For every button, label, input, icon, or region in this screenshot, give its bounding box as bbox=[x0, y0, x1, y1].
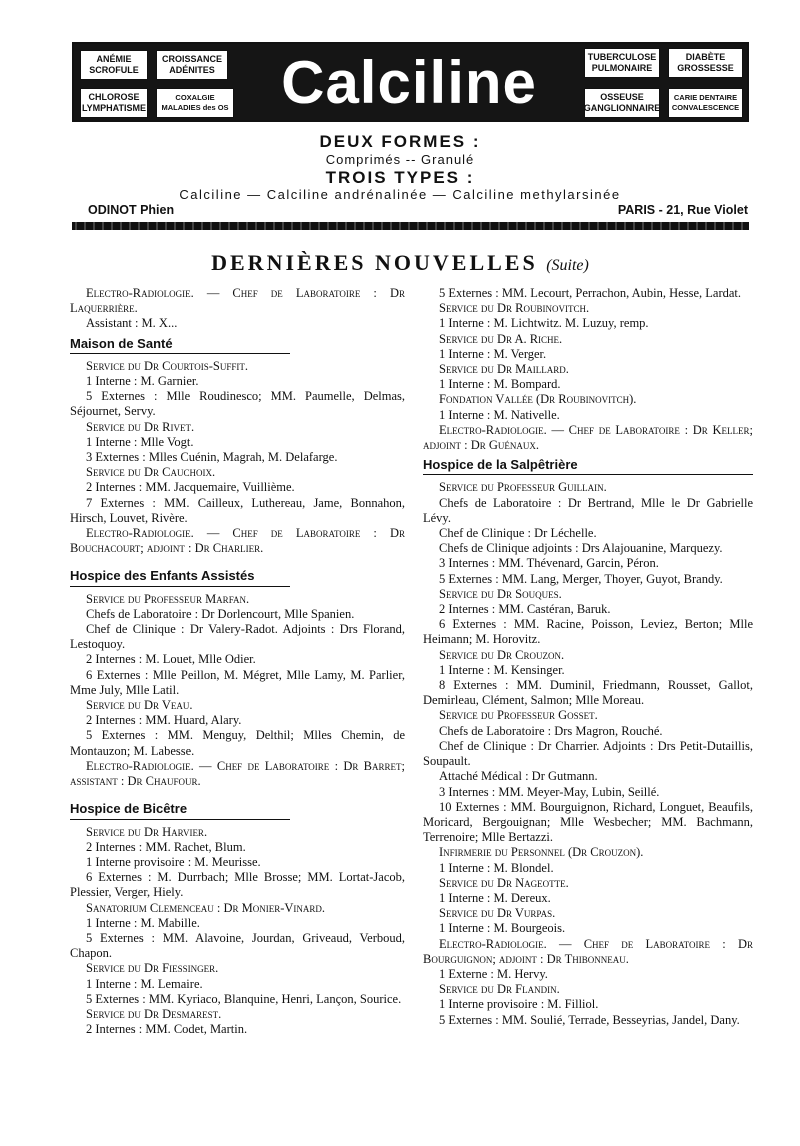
staff-entry: 6 Externes : Mlle Peillon, M. Mégret, Mlle Lamy, M. Parlier, Mme July, Mlle Latil. bbox=[70, 667, 405, 697]
staff-entry: 2 Internes : MM. Codet, Martin. bbox=[86, 1022, 248, 1037]
staff-entry: 2 Internes : MM. Castéran, Baruk. bbox=[439, 602, 611, 617]
staff-entry: 1 Interne : M. Dereux. bbox=[439, 890, 551, 905]
staff-entry: 1 Interne : M. Lichtwitz. M. Luzuy, remp. bbox=[439, 316, 649, 331]
staff-entry: 6 Externes : M. Durrbach; Mlle Brosse; MM. Lortat-Jacob, Plessier, Verger, Hiely. bbox=[70, 870, 405, 900]
staff-entry: 1 Interne : M. Mabille. bbox=[86, 915, 200, 930]
brand-logo: Calciline bbox=[281, 49, 537, 116]
advert-box: CROISSANCE ADÉNITES bbox=[156, 50, 228, 80]
staff-entry: Service du Dr Roubinovitch. bbox=[439, 301, 590, 316]
staff-entry: Electro-Radiologie. — Chef de Laboratoire : Dr Bouchacourt; adjoint : Dr Charlier. bbox=[70, 526, 405, 556]
staff-entry: 7 Externes : MM. Cailleux, Luthereau, Jame, Bonnahon, Hirsch, Louvet, Rivère. bbox=[70, 495, 405, 525]
staff-entry: 5 Externes : MM. Soulié, Terrade, Besseyrias, Jandel, Dany. bbox=[439, 1012, 740, 1027]
divider-rule bbox=[72, 222, 749, 230]
staff-entry: Chefs de Laboratoire : Dr Dorlencourt, Mlle Spanien. bbox=[86, 606, 355, 621]
staff-entry: Attaché Médical : Dr Gutmann. bbox=[439, 769, 598, 784]
staff-entry: 1 Interne : M. Garnier. bbox=[86, 374, 199, 389]
staff-entry: Fondation Vallée (Dr Roubinovitch). bbox=[439, 392, 637, 407]
staff-entry: 1 Externe : M. Hervy. bbox=[439, 966, 548, 981]
heading-suffix: (Suite) bbox=[546, 257, 589, 274]
staff-entry: Chefs de Laboratoire : Drs Magron, Rouché. bbox=[439, 723, 663, 738]
staff-entry: Service du Dr Maillard. bbox=[439, 362, 569, 377]
types-subtitle: Calciline — Calciline andrénalinée — Calciline methylarsinée bbox=[179, 187, 621, 202]
staff-entry: 3 Internes : MM. Meyer-May, Lubin, Seillé. bbox=[439, 784, 660, 799]
forms-subtitle: Comprimés -- Granulé bbox=[325, 152, 475, 167]
staff-entry: Electro-Radiologie. — Chef de Laboratoire : Dr Bourguignon; adjoint : Dr Thibonneau. bbox=[423, 936, 753, 966]
staff-entry: Service du Dr Souques. bbox=[439, 586, 562, 601]
left-column bbox=[70, 286, 405, 1037]
staff-entry: Chef de Clinique : Dr Charrier. Adjoints : Drs Petit-Dutaillis, Soupault. bbox=[423, 738, 753, 769]
staff-entry: 5 Externes : Mlle Roudinesco; MM. Paumelle, Delmas, Séjournet, Servy. bbox=[70, 389, 405, 419]
staff-entry: 2 Internes : MM. Rachet, Blum. bbox=[86, 839, 246, 854]
staff-entry: Service du Dr Desmarest. bbox=[86, 1006, 222, 1021]
address: PARIS - 21, Rue Violet bbox=[617, 203, 748, 217]
staff-entry: 1 Interne : M. Lemaire. bbox=[86, 976, 203, 991]
staff-entry: Service du Dr Flandin. bbox=[439, 982, 560, 997]
staff-entry: Service du Dr Veau. bbox=[86, 698, 193, 713]
advert-box: CARIE DENTAIRE CONVALESCENCE bbox=[668, 88, 743, 118]
staff-entry: Service du Dr Vurpas. bbox=[439, 906, 556, 921]
staff-entry: 2 Internes : MM. Jacquemaire, Vuillième. bbox=[86, 480, 295, 495]
staff-entry: 1 Interne : M. Bourgeois. bbox=[439, 921, 566, 936]
staff-entry: Service du Dr Courtois-Suffit. bbox=[86, 358, 249, 373]
section-heading bbox=[0, 250, 800, 276]
staff-entry: 8 Externes : MM. Duminil, Friedmann, Rousset, Gallot, Demirleau, Clément, Salmon; Mlle Moreau. bbox=[423, 678, 753, 708]
institution-heading: Hospice de Bicêtre bbox=[70, 801, 290, 819]
staff-entry: 5 Externes : MM. Menguy, Delthil; Mlles Chemin, de Montauzon; M. Labesse. bbox=[70, 728, 405, 758]
staff-entry: Service du Dr Nageotte. bbox=[439, 875, 569, 890]
staff-entry: 5 Externes : MM. Lang, Merger, Thoyer, Guyot, Brandy. bbox=[439, 571, 723, 586]
staff-entry: Service du Dr Fiessinger. bbox=[86, 961, 219, 976]
institution-heading: Hospice de la Salpêtrière bbox=[423, 457, 753, 475]
advert-box: CHLOROSE LYMPHATISME bbox=[80, 88, 148, 118]
advert-banner bbox=[72, 42, 749, 122]
staff-entry: 1 Interne provisoire : M. Meurisse. bbox=[86, 854, 261, 869]
staff-entry: 3 Externes : Mlles Cuénin, Magrah, M. Delafarge. bbox=[86, 450, 338, 465]
institution-heading: Hospice des Enfants Assistés bbox=[70, 568, 290, 586]
staff-entry: 1 Interne : M. Kensinger. bbox=[439, 662, 565, 677]
staff-entry: Chefs de Clinique adjoints : Drs Alajouanine, Marquezy. bbox=[439, 541, 723, 556]
staff-entry: 5 Externes : MM. Lecourt, Perrachon, Aubin, Hesse, Lardat. bbox=[439, 286, 742, 300]
staff-entry: Infirmerie du Personnel (Dr Crouzon). bbox=[439, 845, 644, 860]
pharmacist-name: ODINOT Phien bbox=[88, 203, 175, 217]
staff-entry: 1 Interne : M. Bompard. bbox=[439, 377, 561, 392]
staff-entry: Chef de Clinique : Dr Valery-Radot. Adjoints : Drs Florand, Lestoquoy. bbox=[70, 622, 405, 652]
staff-entry: Service du Dr A. Riche. bbox=[439, 331, 563, 346]
forms-title: DEUX FORMES : bbox=[319, 132, 481, 151]
staff-entry: Service du Professeur Guillain. bbox=[439, 480, 607, 495]
staff-entry: Service du Professeur Marfan. bbox=[86, 591, 250, 606]
staff-entry: 2 Internes : M. Louet, Mlle Odier. bbox=[86, 652, 256, 667]
staff-entry: Electro-Radiologie. — Chef de Laboratoire : Dr Laquerrière. bbox=[70, 286, 405, 316]
staff-entry: Electro-Radiologie. — Chef de Laboratoire : Dr Keller; adjoint : Dr Guénaux. bbox=[423, 422, 753, 453]
staff-entry: 1 Interne : Mlle Vogt. bbox=[86, 434, 194, 449]
advert-box: ANÉMIE SCROFULE bbox=[80, 50, 148, 80]
staff-entry: 1 Interne provisoire : M. Filliol. bbox=[439, 997, 599, 1012]
staff-entry: Chefs de Laboratoire : Dr Bertrand, Mlle le Dr Gabrielle Lévy. bbox=[423, 495, 753, 525]
staff-entry: 3 Internes : MM. Thévenard, Garcin, Péron. bbox=[439, 556, 659, 571]
institution-heading: Maison de Santé bbox=[70, 336, 290, 354]
staff-entry: 2 Internes : MM. Huard, Alary. bbox=[86, 713, 242, 728]
staff-entry: 5 Externes : MM. Kyriaco, Blanquine, Henri, Lançon, Sourice. bbox=[86, 991, 402, 1006]
staff-entry: 1 Interne : M. Blondel. bbox=[439, 860, 554, 875]
advert-box: TUBERCULOSE PULMONAIRE bbox=[584, 48, 660, 78]
types-title: TROIS TYPES : bbox=[325, 168, 475, 187]
staff-entry: 1 Interne : M. Nativelle. bbox=[439, 407, 560, 422]
advert-box: COXALGIE MALADIES des OS bbox=[156, 88, 234, 118]
staff-entry: Service du Dr Rivet. bbox=[86, 419, 195, 434]
staff-entry: Chef de Clinique : Dr Léchelle. bbox=[439, 526, 597, 541]
right-column bbox=[423, 286, 753, 1028]
advert-box: DIABÈTE GROSSESSE bbox=[668, 48, 743, 78]
staff-entry: Service du Dr Harvier. bbox=[86, 824, 208, 839]
staff-entry: Service du Professeur Gosset. bbox=[439, 708, 598, 723]
staff-entry: Assistant : M. X... bbox=[86, 316, 178, 331]
heading-title: DERNIÈRES NOUVELLES bbox=[211, 250, 538, 275]
staff-entry: Service du Dr Crouzon. bbox=[439, 647, 565, 662]
staff-entry: Sanatorium Clemenceau : Dr Monier-Vinard. bbox=[86, 900, 326, 915]
staff-entry: 10 Externes : MM. Bourguignon, Richard, Longuet, Beaufils, Moricard, Bergouignan; Mlle Wesbecher; MM. Bachmann, Terrenoire; Mlle Bertazzi. bbox=[423, 799, 753, 845]
advert-box: OSSEUSE GANGLIONNAIRE bbox=[584, 88, 660, 118]
staff-entry: Electro-Radiologie. — Chef de Laboratoire : Dr Barret; assistant : Dr Chaufour. bbox=[70, 758, 405, 789]
staff-entry: Service du Dr Cauchoix. bbox=[86, 465, 216, 480]
staff-entry: 6 Externes : MM. Racine, Poisson, Leviez, Berton; Mlle Heimann; M. Horovitz. bbox=[423, 617, 753, 647]
staff-entry: 5 Externes : MM. Alavoine, Jourdan, Griveaud, Verboud, Chapon. bbox=[70, 930, 405, 961]
staff-entry: 1 Interne : M. Verger. bbox=[439, 346, 547, 361]
